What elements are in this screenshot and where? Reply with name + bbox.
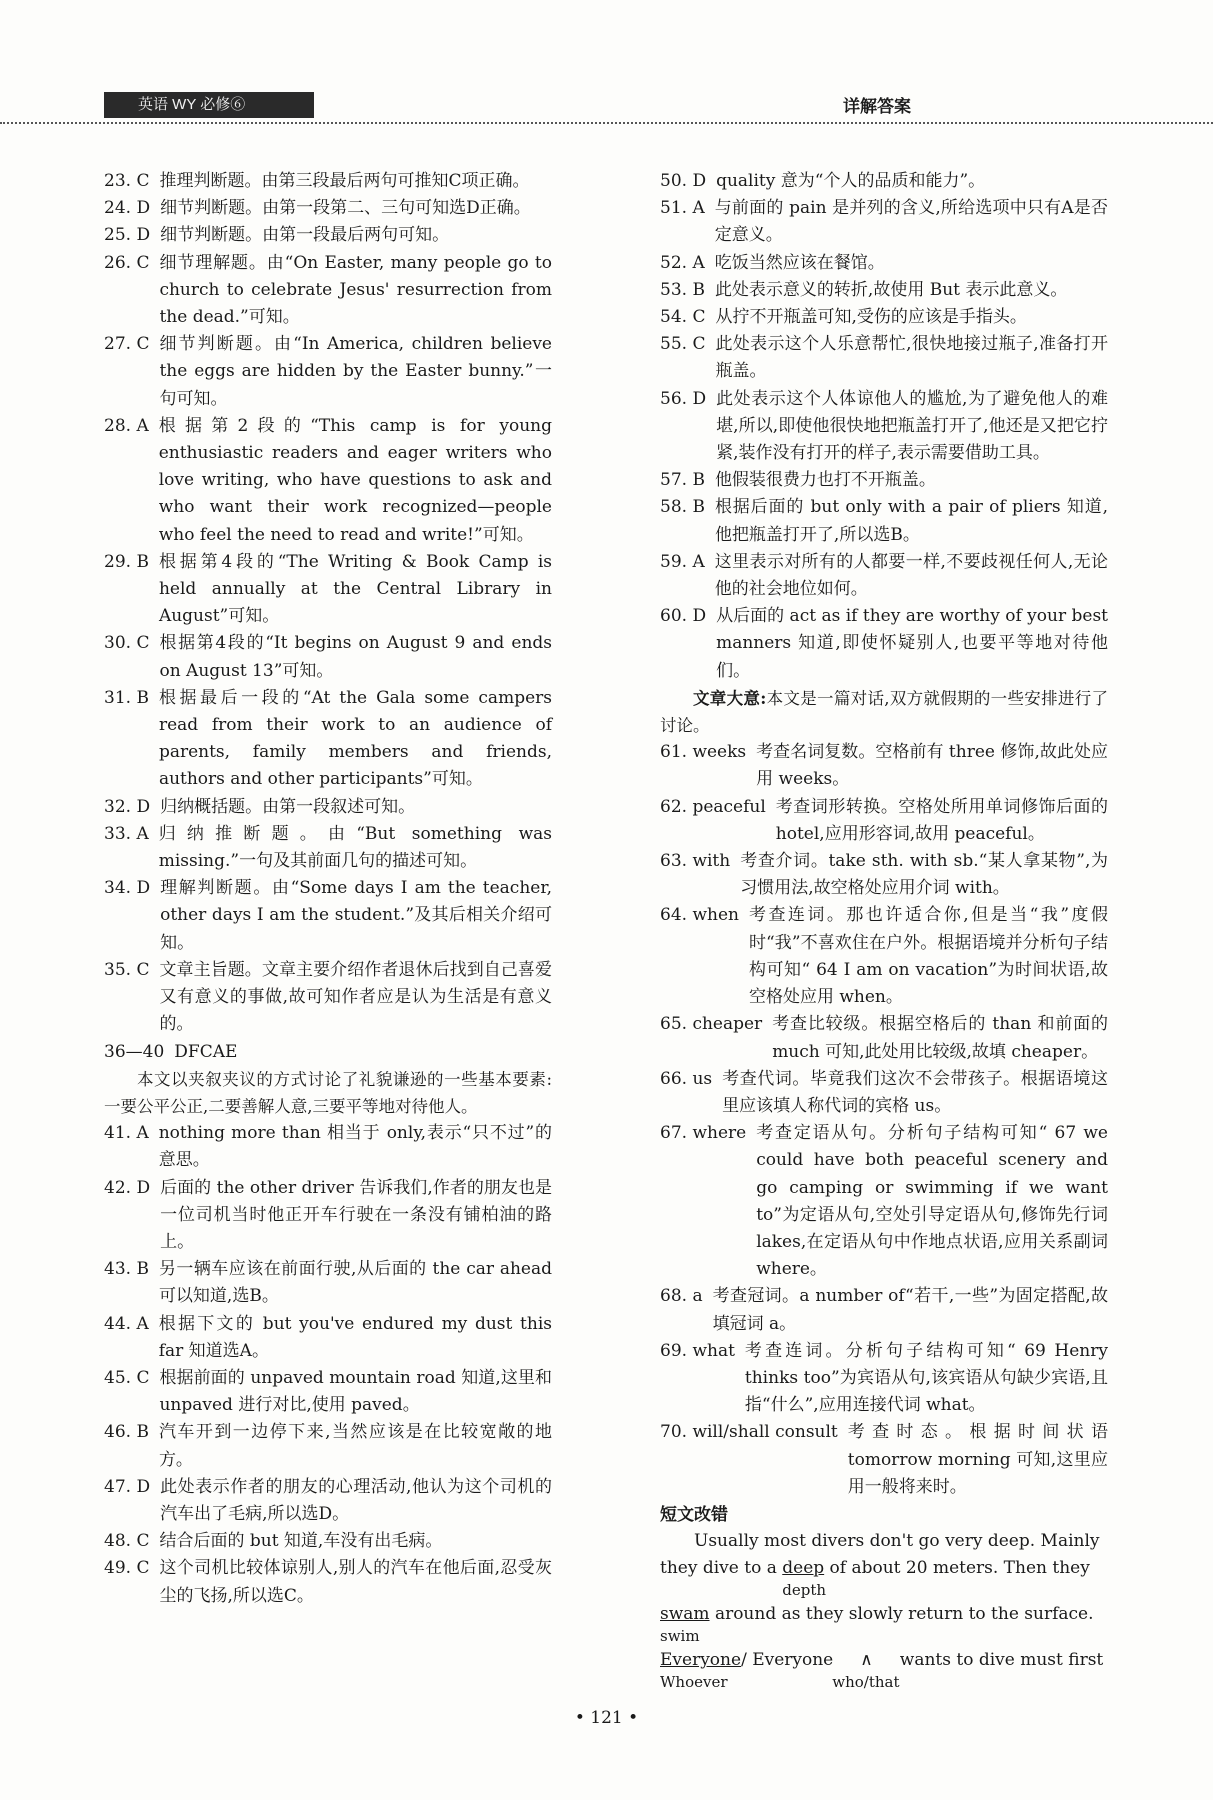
answer-item: [104, 222, 552, 249]
answer-number: 50. D: [660, 171, 707, 191]
original-word: Everyone: [660, 1650, 742, 1671]
answer-item: [104, 331, 552, 413]
correction-fix: depth: [782, 1581, 827, 1600]
answer-number: 61. weeks: [660, 742, 747, 763]
answer-item: [104, 250, 552, 332]
answer-item: [660, 331, 1108, 385]
answer-item: [104, 1120, 552, 1174]
correction-text: around as they slowly return to the surface.: [714, 1604, 1094, 1625]
answer-item: [104, 195, 552, 222]
answer-explanation: 推理判断题。由第三段最后两句可推知C项正确。: [159, 171, 530, 191]
answer-number: 62. peaceful: [660, 796, 766, 817]
answer-number: 59. A: [660, 551, 705, 572]
answer-number: 31. B: [104, 687, 149, 708]
answer-item: [104, 1311, 552, 1365]
answer-number: 47. D: [104, 1476, 151, 1497]
answer-number: 43. B: [104, 1259, 149, 1280]
answer-explanation: 这里表示对所有的人都要一样,不要歧视任何人,无论他的社会地位如何。: [714, 551, 1108, 600]
answer-item: [660, 794, 1108, 848]
answer-item: [104, 1528, 552, 1555]
answer-item: [660, 739, 1108, 793]
answer-explanation: 从后面的 act as if they are worthy of your best manners 知道,即使怀疑别人,也要平等地对待他们。: [716, 606, 1108, 681]
answer-item: [104, 1256, 552, 1310]
answer-explanation: 理解判断题。由“Some days I am the teacher, other days I am the student.”及其后相关介绍可知。: [160, 878, 552, 953]
answer-item: [660, 386, 1108, 468]
answer-item: [660, 467, 1108, 494]
answer-explanation: 考查时态。根据时间状语 tomorrow morning 可知,这里应用一般将来时。: [847, 1422, 1108, 1497]
answer-list: [104, 168, 552, 1066]
correction-title: 短文改错: [660, 1504, 728, 1524]
right-column: [660, 168, 1108, 1693]
answer-explanation: 根据最后一段的“At the Gala some campers read from their work to an audience of parents, family members and friends, authors and other participants”可知。: [158, 687, 552, 790]
answer-number: 53. B: [660, 279, 705, 300]
answer-item: [104, 685, 552, 794]
answer-item: [660, 494, 1108, 548]
answer-explanation: 考查定语从句。分析句子结构可知“ 67 we could have both peaceful scenery and go camping or swimming if we want to”为定语从句,空处引导定语从句,修饰先行词 lakes,在定语从句中作地点状语,应用关系副词 where。: [756, 1123, 1108, 1280]
answer-item: [660, 195, 1108, 249]
answer-item: [660, 1066, 1108, 1120]
answer-item: [104, 821, 552, 875]
answer-explanation: 细节判断题。由第一段第二、三句可知选D正确。: [160, 198, 531, 219]
answer-number: 24. D: [104, 198, 151, 219]
answer-explanation: 细节判断题。由“In America, children believe the eggs are hidden by the Easter bunny.”一句可知。: [159, 334, 552, 409]
answer-number: 42. D: [104, 1177, 151, 1198]
answer-item: [104, 168, 552, 195]
answer-number: 41. A: [104, 1123, 149, 1144]
answer-list: [660, 739, 1108, 1501]
answer-number: 28. A: [104, 415, 149, 436]
answer-explanation: 考查代词。毕竟我们这次不会带孩子。根据语境这里应该填人称代词的宾格 us。: [722, 1068, 1108, 1116]
correction-text: they dive to a: [660, 1558, 777, 1579]
answer-explanation: 这个司机比较体谅别人,别人的汽车在他后面,忍受灰尘的飞扬,所以选C。: [159, 1558, 552, 1606]
answer-explanation: 考查名词复数。空格前有 three 修饰,故此处应用 weeks。: [756, 742, 1108, 790]
answer-explanation: 从拧不开瓶盖可知,受伤的应该是手指头。: [715, 307, 1027, 328]
answer-number: 68. a: [660, 1286, 703, 1307]
correction-text: of about 20 meters. Then they: [829, 1558, 1090, 1579]
answer-number: 51. A: [660, 198, 705, 219]
answer-explanation: 考查连词。分析句子结构可知“ 69 Henry thinks too”为宾语从句,该宾语从句缺少宾语,且指“什么”,应用连接代词 what。: [744, 1340, 1108, 1416]
answer-item: [104, 1175, 552, 1257]
answer-explanation: 考查冠词。a number of“若干,一些”为固定搭配,故填冠词 a。: [712, 1286, 1108, 1334]
answer-number: 70. will/shall consult: [660, 1422, 838, 1443]
passage-summary: 本文以夹叙夹议的方式讨论了礼貌谦逊的一些基本要素:一要公平公正,二要善解人意,三要平等地对待他人。: [104, 1069, 552, 1116]
answer-item: [660, 250, 1108, 277]
answer-item: [104, 1474, 552, 1528]
passage-summary: [660, 685, 1108, 739]
answer-item: [104, 413, 552, 549]
answer-item: [104, 549, 552, 631]
answer-number: 25. D: [104, 225, 151, 246]
insertion-mark: [832, 1647, 900, 1692]
answer-explanation: 他假装很费力也打不开瓶盖。: [714, 470, 936, 491]
answer-explanation: 此处表示意义的转折,故使用 But 表示此意义。: [714, 279, 1068, 300]
answer-item: [104, 1365, 552, 1419]
correction-line: [660, 1647, 1108, 1693]
answer-explanation: 此处表示这个人体谅他人的尴尬,为了避免他人的难堪,所以,即使他很快地把瓶盖打开了,他还是又把它拧紧,装作没有打开的样子,表示需要借助工具。: [716, 388, 1108, 464]
answer-list: [660, 168, 1108, 685]
answer-number: 48. C: [104, 1531, 150, 1552]
answer-number: 33. A: [104, 823, 149, 844]
caret-symbol: ∧: [860, 1650, 873, 1671]
answer-number: 56. D: [660, 388, 707, 409]
answer-item: [660, 304, 1108, 331]
corrected-word: [660, 1647, 742, 1692]
answer-number: 35. C: [104, 959, 150, 980]
header-title: 详解答案: [843, 97, 911, 116]
answer-item: [660, 1120, 1108, 1283]
answer-explanation: 后面的 the other driver 告诉我们,作者的朋友也是一位司机当时他正开车行驶在一条没有铺柏油的路上。: [160, 1177, 552, 1252]
answer-number: 63. with: [660, 851, 731, 872]
answer-explanation: 结合后面的 but 知道,车没有出毛病。: [159, 1531, 443, 1552]
summary-text: 本文是一篇对话,双方就假期的一些安排进行了讨论。: [660, 688, 1109, 736]
answer-number: 32. D: [104, 796, 151, 817]
correction-line: Usually most divers don't go very deep. Mainly: [694, 1531, 1100, 1552]
answer-explanation: 归纳推断题。由“But something was missing.”一句及其前面几句的描述可知。: [158, 823, 552, 872]
answer-explanation: 根据第4段的“The Writing & Book Camp is held annually at the Central Library in August”可知。: [158, 551, 552, 627]
answer-item: [104, 1419, 552, 1473]
answer-list: [104, 1120, 552, 1610]
answer-item: [660, 1419, 1108, 1501]
answer-item: [104, 957, 552, 1039]
answer-explanation: 另一辆车应该在前面行驶,从后面的 the car ahead 可以知道,选B。: [158, 1259, 552, 1307]
original-word: deep: [782, 1558, 825, 1579]
answer-number: 55. C: [660, 334, 706, 355]
answer-explanation: 考查词形转换。空格处所用单词修饰后面的 hotel,应用形容词,故用 peaceful。: [775, 796, 1108, 844]
answer-item: [104, 794, 552, 821]
answer-explanation: DFCAE: [174, 1041, 238, 1062]
correction-fix: who/that: [832, 1673, 900, 1692]
answer-explanation: 归纳概括题。由第一段叙述可知。: [160, 796, 416, 817]
answer-number: 60. D: [660, 606, 707, 627]
answer-explanation: 与前面的 pain 是并列的含义,所给选项中只有A是否定意义。: [714, 198, 1108, 246]
answer-number: 65. cheaper: [660, 1014, 763, 1035]
answer-item: [104, 1555, 552, 1609]
answer-number: 45. C: [104, 1367, 150, 1388]
answer-explanation: 汽车开到一边停下来,当然应该是在比较宽敞的地方。: [158, 1422, 552, 1470]
answer-explanation: 考查比较级。根据空格后的 than 和前面的 much 可知,此处用比较级,故填 cheaper。: [772, 1014, 1108, 1062]
answer-explanation: 吃饭当然应该在餐馆。: [714, 252, 885, 273]
answer-number: 29. B: [104, 551, 149, 572]
answer-number: 49. C: [104, 1558, 150, 1579]
correction-line: [660, 1555, 1108, 1601]
answer-explanation: 考查介词。take sth. with sb.“某人拿某物”,为习惯用法,故空格处应用介词 with。: [740, 851, 1108, 899]
answer-explanation: 根据后面的 but only with a pair of pliers 知道,他把瓶盖打开了,所以选B。: [714, 497, 1108, 545]
answer-item: [660, 1283, 1108, 1337]
answer-number: 69. what: [660, 1340, 735, 1361]
page-header: [0, 88, 1213, 128]
answer-explanation: 根据第2段的“This camp is for young enthusiastic readers and eager writers who love writing, who have questions to ask and who want their work recognized—people who feel the need to read and write!”可知。: [158, 415, 552, 545]
header-divider: [0, 122, 1213, 124]
answer-item: [660, 549, 1108, 603]
answer-explanation: nothing more than 相当于 only,表示“只不过”的意思。: [158, 1123, 552, 1171]
answer-explanation: 根据下文的 but you've endured my dust this far 知道选A。: [158, 1313, 552, 1361]
answer-explanation: 此处表示这个人乐意帮忙,很快地接过瓶子,准备打开瓶盖。: [715, 334, 1108, 382]
answer-number: 54. C: [660, 307, 706, 328]
answer-number: 58. B: [660, 497, 705, 518]
summary-label: 文章大意:: [693, 688, 767, 708]
answer-number: 64. when: [660, 905, 739, 926]
correction-fix: swim: [660, 1627, 700, 1646]
answer-explanation: 根据第4段的“It begins on August 9 and ends on August 13”可知。: [159, 633, 552, 681]
answer-item: [660, 902, 1108, 1011]
answer-item: [660, 848, 1108, 902]
answer-item: [660, 1011, 1108, 1065]
answer-explanation: 文章主旨题。文章主要介绍作者退休后找到自己喜爱又有意义的事做,故可知作者应是认为生活是有意义的。: [159, 959, 552, 1035]
answer-item: [104, 875, 552, 957]
answer-number: 30. C: [104, 633, 150, 654]
answer-explanation: 考查连词。那也许适合你,但是当“我”度假时“我”不喜欢住在户外。根据语境并分析句子结构可知“ 64 I am on vacation”为时间状语,故空格处应用 when。: [748, 905, 1108, 1008]
answer-number: 44. A: [104, 1313, 149, 1334]
correction-text: wants to dive must first: [899, 1650, 1104, 1671]
corrected-word: [782, 1555, 827, 1600]
answer-item: [660, 168, 1108, 195]
answer-item: [104, 630, 552, 684]
answer-explanation: 此处表示作者的朋友的心理活动,他认为这个司机的汽车出了毛病,所以选D。: [160, 1476, 552, 1524]
answer-number: 34. D: [104, 878, 151, 899]
correction-fix: Whoever: [660, 1673, 728, 1692]
answer-number: 36—40: [104, 1041, 165, 1062]
answer-explanation: quality 意为“个人的品质和能力”。: [716, 171, 986, 191]
answer-number: 23. C: [104, 171, 150, 191]
answer-number: 66. us: [660, 1068, 713, 1089]
answer-explanation: 细节判断题。由第一段最后两句可知。: [160, 225, 450, 246]
answer-explanation: 根据前面的 unpaved mountain road 知道,这里和 unpaved 进行对比,使用 paved。: [159, 1367, 552, 1416]
answer-number: 67. where: [660, 1123, 747, 1144]
answer-number: 52. A: [660, 252, 705, 273]
answer-item: [660, 277, 1108, 304]
answer-item: [660, 603, 1108, 685]
answer-item: [104, 1039, 552, 1066]
answer-explanation: 细节理解题。由“On Easter, many people go to church to celebrate Jesus' resurrection from the dead.”可知。: [159, 252, 552, 328]
page-number: • 121 •: [574, 1708, 639, 1728]
original-word: swam: [660, 1604, 710, 1625]
correction-text: / Everyone: [741, 1650, 834, 1671]
answer-item: [660, 1338, 1108, 1420]
answer-number: 26. C: [104, 252, 150, 273]
answer-number: 57. B: [660, 470, 705, 491]
answer-number: 46. B: [104, 1422, 149, 1443]
left-column: [104, 168, 552, 1610]
corrected-word: [660, 1601, 710, 1646]
header-subject-tag: 英语 WY 必修⑥: [104, 92, 314, 118]
answer-number: 27. C: [104, 334, 150, 355]
correction-line: [660, 1601, 1108, 1647]
